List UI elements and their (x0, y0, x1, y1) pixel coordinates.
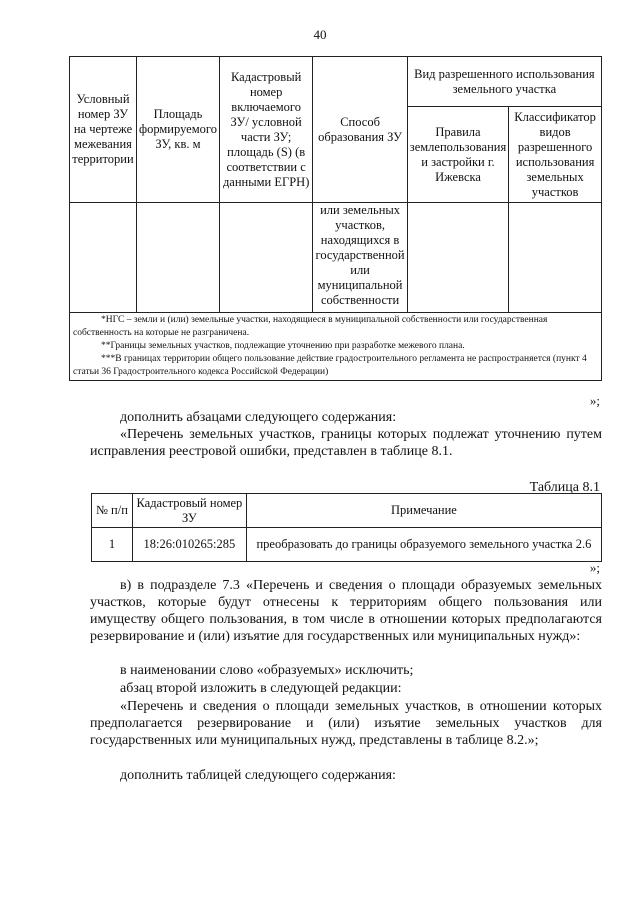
paragraph-plots-list: «Перечень земельных участков, границы которых подлежат уточнению путем исправления реестровой ошибки, представлен в таблице 8.1. (90, 427, 602, 459)
header-note: Примечание (246, 494, 601, 528)
header-use-classifier: Классификатор видов разрешенного использования земельных участков (509, 107, 602, 203)
cell-use-classifier (509, 203, 602, 313)
header-cadastral-number: Кадастровый номер включаемого ЗУ/ условной части ЗУ; площадь (S) (в соответствии с данными ЕГРН) (219, 57, 312, 203)
table-8-1-caption: Таблица 8.1 (529, 480, 600, 495)
closing-mark-2: »; (589, 560, 600, 575)
footnotes-cell (70, 313, 602, 381)
header-formation-method: Способ образования ЗУ (313, 57, 407, 203)
header-land-use-rules: Правила землепользования и застройки г. Ижевска (407, 107, 508, 203)
land-plots-table (69, 56, 602, 381)
cell-cadastral-number: 18:26:010265:285 (132, 528, 246, 562)
cell-formation-method: или земельных участков, находящихся в государственной или муниципальной собственности (313, 203, 407, 313)
paragraph-exclude-word: в наименовании слово «образуемых» исключить; (120, 663, 414, 678)
header-cadastral-number: Кадастровый номер ЗУ (132, 494, 246, 528)
cell-row-number: 1 (92, 528, 133, 562)
paragraph-reservation-list: «Перечень и сведения о площади земельных участков, в отношении которых предполагается резервирование и (или) изъятие земельных участков для государственных или муниципальных нужд, представлены в таблице 8.2.»; (90, 699, 602, 748)
paragraph-subsection-7-3: в) в подразделе 7.3 «Перечень и сведения о площади образуемых земельных участков, которые будут отнесены к территориям общего пользования или имуществу общего пользования, в том числе в отношении которых предполагаются резервирование и (или) изъятие для государственных или муниципальных нужд»: (90, 578, 602, 644)
cell-plot-area (136, 203, 219, 313)
footnote-2: **Границы земельных участков, подлежащие уточнению при разработке межевого плана. (101, 341, 465, 351)
header-row-number: № п/п (92, 494, 133, 528)
cell-note: преобразовать до границы образуемого земельного участка 2.6 (246, 528, 601, 562)
closing-mark-1: »; (589, 393, 600, 408)
paragraph-second-edition: абзац второй изложить в следующей редакции: (120, 681, 402, 696)
cell-land-use-rules (407, 203, 508, 313)
header-plot-area: Площадь формируемого ЗУ, кв. м (136, 57, 219, 203)
paragraph-add-paragraphs: дополнить абзацами следующего содержания: (120, 410, 397, 425)
footnote-1: *НГС – земли и (или) земельные участки, находящиеся в муниципальной собственности или государственная собственность на которые не разграничена. (73, 315, 548, 338)
footnote-3: ***В границах территории общего пользование действие градостроительного регламента не распространяется (пункт 4 статьи 36 Градостроительного кодекса Российской Федерации) (73, 354, 587, 377)
cell-cadastral-number (219, 203, 312, 313)
header-permitted-use-group: Вид разрешенного использования земельного участка (407, 57, 601, 107)
paragraph-add-table: дополнить таблицей следующего содержания: (120, 768, 396, 783)
table-row (92, 528, 602, 562)
page-number: 40 (313, 27, 327, 42)
header-plot-number: Условный номер ЗУ на чертеже межевания территории (70, 57, 137, 203)
table-8-1 (91, 493, 602, 562)
cell-plot-number (70, 203, 137, 313)
